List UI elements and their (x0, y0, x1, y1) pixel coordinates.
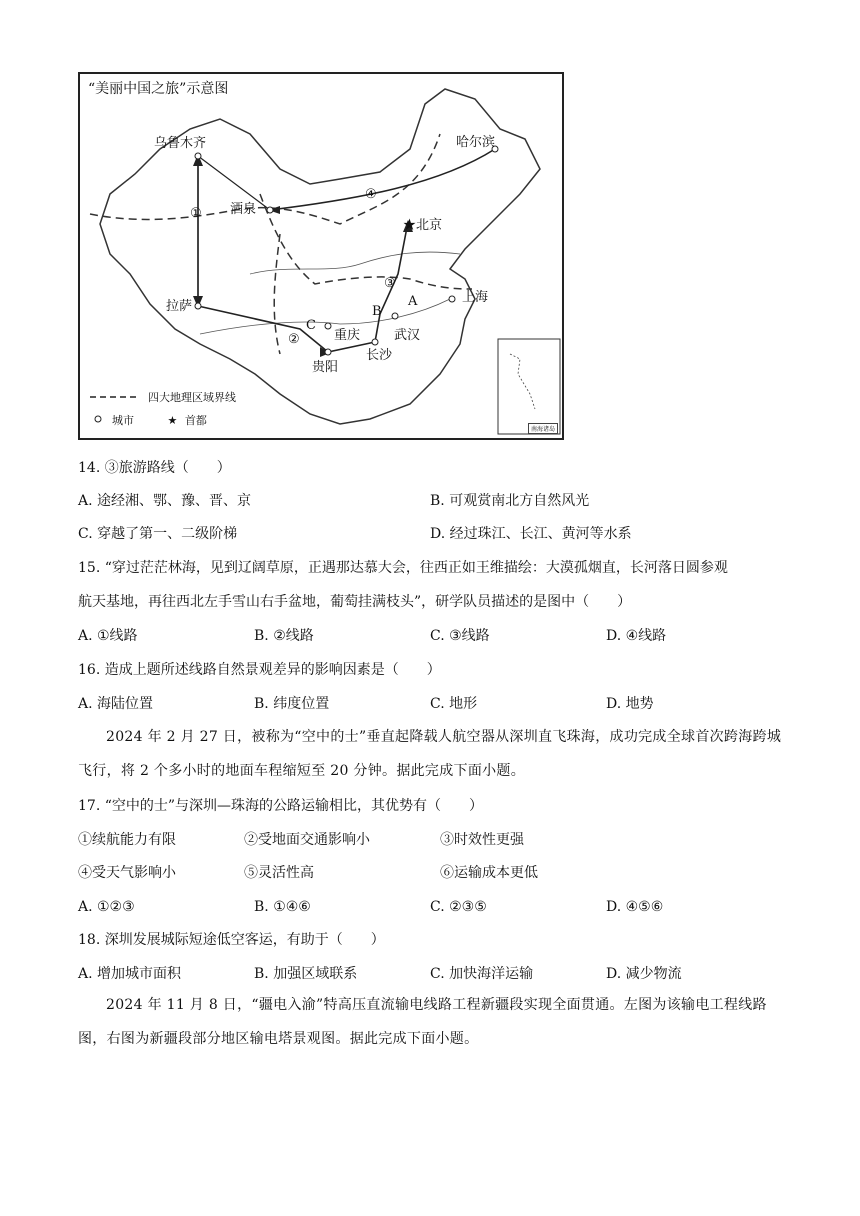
q18-option-b: B. 加强区域联系 (254, 966, 358, 982)
city-beijing-label: 北京 (416, 218, 443, 233)
city-urumqi: 乌鲁木齐 (154, 136, 207, 151)
inset-label: 南海诸岛 (528, 423, 558, 434)
q16-option-a: A. 海陆位置 (78, 696, 154, 712)
q18-option-d: D. 减少物流 (606, 966, 682, 982)
qinling-huaihe-line (260, 194, 472, 289)
point-b-label: B (372, 304, 382, 319)
q14-option-a: A. 途经湘、鄂、豫、晋、京 (78, 493, 252, 509)
route-marker-1: ① (190, 206, 202, 221)
q15-stem-line2: 航天基地，再往西北左手雪山右手盆地，葡萄挂满枝头”，研学队员描述的是图中（ ） (78, 594, 632, 610)
north-boundary-line (90, 134, 440, 224)
q17-item-2: ②受地面交通影响小 (244, 832, 370, 848)
q14-option-b: B. 可观赏南北方自然风光 (430, 493, 590, 509)
q17-option-a: A. ①②③ (78, 899, 135, 915)
star-icon: ★ (167, 414, 178, 427)
point-a-label: A (408, 294, 418, 309)
q17-option-d: D. ④⑤⑥ (606, 899, 664, 915)
q18-option-c: C. 加快海洋运输 (430, 966, 534, 982)
q16-option-b: B. 纬度位置 (254, 696, 330, 712)
q15-stem-line1: 15. “穿过茫茫林海，见到辽阔草原，正遇那达慕大会，往西正如王维描绘：大漠孤烟直，长河落日圆参观 (78, 560, 728, 576)
legend-symbols (88, 412, 207, 428)
q17-option-b: B. ①④⑥ (254, 899, 311, 915)
city-chongqing: 重庆 (334, 328, 361, 343)
q15-option-a: A. ①线路 (78, 628, 138, 644)
q14-option-c: C. 穿越了第一、二级阶梯 (78, 526, 238, 542)
q18-option-a: A. 增加城市面积 (78, 966, 182, 982)
passage-air-taxi: 2024 年 2 月 27 日，被称为“空中的士”垂直起降载人航空器从深圳直飞珠海，成功完成全球首次跨海跨城飞行，将 2 个多小时的地面车程缩短至 20 分钟。据此完成下面小题。 (78, 729, 782, 779)
q14-stem: 14. ③旅游路线（ ） (78, 460, 231, 476)
route-marker-3: ③ (384, 276, 396, 291)
q16-option-c: C. 地形 (430, 696, 478, 712)
q17-item-3: ③时效性更强 (440, 832, 524, 848)
legend-boundary-label: 四大地理区域界线 (148, 391, 236, 404)
china-route-map (78, 72, 564, 440)
route-marker-2: ② (288, 332, 300, 347)
q17-item-4: ④受天气影响小 (78, 865, 176, 881)
city-harbin: 哈尔滨 (456, 135, 496, 150)
q17-item-6: ⑥运输成本更低 (440, 865, 538, 881)
q16-option-d: D. 地势 (606, 696, 654, 712)
city-guiyang: 贵阳 (312, 360, 339, 375)
q17-stem: 17. “空中的士”与深圳—珠海的公路运输相比，其优势有（ ） (78, 798, 484, 814)
west-boundary-line (274, 234, 280, 354)
q16-stem: 16. 造成上题所述线路自然景观差异的影响因素是（ ） (78, 662, 441, 678)
legend-capital-label: 首都 (184, 414, 207, 427)
city-changsha: 长沙 (366, 348, 393, 363)
q18-stem: 18. 深圳发展城际短途低空客运，有助于（ ） (78, 932, 385, 948)
legend-city-label: 城市 (112, 414, 134, 427)
route-marker-4: ④ (365, 187, 377, 202)
passage-power-line: 2024 年 11 月 8 日，“疆电入渝”特高压直流输电线路工程新疆段实现全面贯通。左图为该输电工程线路图，右图为新疆段部分地区输电塔景观图。据此完成下面小题。 (78, 997, 767, 1047)
q15-option-c: C. ③线路 (430, 628, 490, 644)
city-jiuquan: 酒泉 (230, 202, 257, 217)
q17-item-5: ⑤灵活性高 (244, 865, 314, 881)
point-c-label: C (306, 318, 316, 333)
map-title: “美丽中国之旅”示意图 (88, 81, 229, 97)
q17-option-c: C. ②③⑤ (430, 899, 487, 915)
map-drawing (80, 74, 566, 442)
city-shanghai: 上海 (462, 290, 489, 305)
city-lhasa: 拉萨 (166, 299, 193, 314)
q15-option-d: D. ④线路 (606, 628, 667, 644)
city-wuhan: 武汉 (394, 328, 421, 343)
city-beijing: ★北京 (403, 218, 443, 233)
q17-item-1: ①续航能力有限 (78, 832, 176, 848)
q15-option-b: B. ②线路 (254, 628, 314, 644)
q14-option-d: D. 经过珠江、长江、黄河等水系 (430, 526, 632, 542)
